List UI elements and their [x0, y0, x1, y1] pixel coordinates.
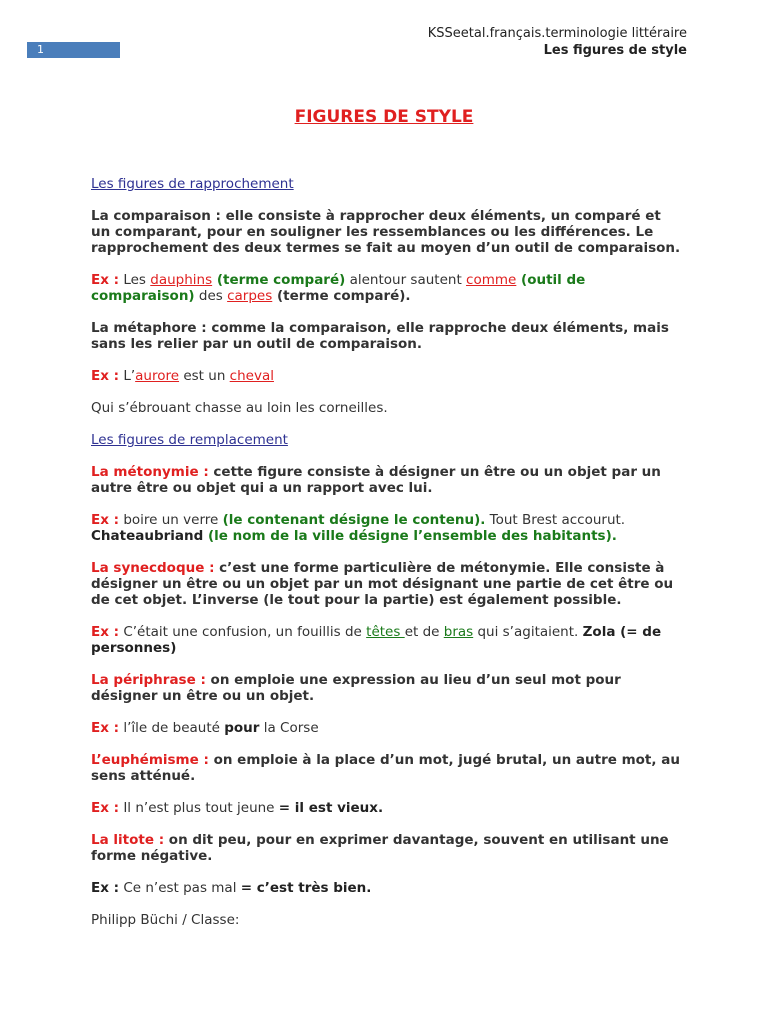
example-text: qui s’agitaient. [473, 624, 583, 640]
section-heading-rapprochement: Les figures de rapprochement [91, 176, 294, 192]
example-text: C’était une confusion, un fouillis de [119, 624, 367, 640]
example-text: est un [179, 368, 230, 384]
example-author: Chateaubriand [91, 528, 204, 544]
highlighted-word: bras [443, 624, 474, 640]
example-note: (terme comparé) [212, 272, 346, 288]
example-text: L’ [119, 368, 136, 384]
term-label: La synecdoque : [91, 560, 215, 576]
page-title: FIGURES DE STYLE [294, 107, 474, 127]
example-comparaison [91, 272, 681, 304]
highlighted-word: aurore [135, 368, 180, 384]
example-keyword: = c’est très bien. [240, 880, 372, 896]
example-note: (terme comparé). [272, 288, 411, 304]
highlighted-word: têtes [366, 624, 405, 640]
highlighted-word: comme [466, 272, 517, 288]
example-text: Tout Brest accourut. [485, 512, 626, 528]
term-definition: on emploie une expression au lieu d’un seul mot pour désigner un être ou un objet. [91, 672, 621, 704]
header-subtitle: Les figures de style [543, 43, 687, 58]
example-synecdoque [91, 624, 681, 656]
term-definition: cette figure consiste à désigner un être ou un objet par un autre être ou objet qui a un rapport avec lui. [91, 464, 661, 496]
example-label: Ex : [91, 512, 120, 528]
term-label: La périphrase : [91, 672, 206, 688]
example-label: Ex : [91, 720, 120, 736]
example-note: (le contenant désigne le contenu). [222, 512, 486, 528]
example-metaphore-line2: Qui s’ébrouant chasse au loin les corneilles. [91, 400, 388, 416]
term-label: La métonymie : [91, 464, 209, 480]
term-definition: on dit peu, pour en exprimer davantage, souvent en utilisant une forme négative. [91, 832, 669, 864]
example-text: des [194, 288, 228, 304]
course-label: KSSeetal.français.terminologie littéraire [427, 26, 687, 41]
example-note: (outil de comparaison) [91, 272, 586, 304]
term-definition: on emploie à la place d’un mot, jugé brutal, un autre mot, au sens atténué. [91, 752, 680, 784]
example-euphemisme [91, 800, 681, 816]
example-keyword: = il est vieux. [278, 800, 384, 816]
page-number-badge: 1 [27, 42, 120, 58]
term-label: L’euphémisme : [91, 752, 209, 768]
synecdoque-definition [91, 560, 681, 608]
example-periphrase [91, 720, 681, 736]
example-keyword: pour [224, 720, 260, 736]
comparaison-definition: La comparaison : elle consiste à rapprocher deux éléments, un comparé et un comparant, pour en souligner les ressemblances ou les différences. Le rapprochement des deux termes se fait au moyen d’un outil de comparaison. [91, 208, 681, 256]
example-label: Ex : [91, 272, 120, 288]
euphemisme-definition [91, 752, 681, 784]
highlighted-word: carpes [227, 288, 273, 304]
example-metaphore [91, 368, 681, 384]
litote-definition [91, 832, 681, 864]
example-metonymie [91, 512, 681, 544]
example-text: alentour sautent [345, 272, 467, 288]
example-label: Ex : [91, 368, 120, 384]
example-label: Ex : [91, 880, 120, 896]
example-litote [91, 880, 681, 896]
term-label: La litote : [91, 832, 165, 848]
highlighted-word: dauphins [150, 272, 213, 288]
section-heading-remplacement: Les figures de remplacement [91, 432, 288, 448]
metonymie-definition [91, 464, 681, 496]
term-definition: c’est une forme particulière de métonymie. Elle consiste à désigner un être ou un objet par un mot désignant une partie de cet être ou de cet objet. L’inverse (le tout pour la partie) est également possible. [91, 560, 674, 608]
metaphore-definition: La métaphore : comme la comparaison, elle rapproche deux éléments, mais sans les relier par un outil de comparaison. [91, 320, 669, 352]
example-note: (le nom de la ville désigne l’ensemble des habitants). [203, 528, 617, 544]
example-author: Zola (= de personnes) [91, 624, 662, 656]
document-body [91, 176, 681, 944]
periphrase-definition [91, 672, 681, 704]
example-text: et de [404, 624, 444, 640]
document-header [428, 25, 687, 59]
example-text: Les [119, 272, 151, 288]
example-text: l’île de beauté [119, 720, 225, 736]
example-label: Ex : [91, 800, 120, 816]
footer-author: Philipp Büchi / Classe: [91, 912, 240, 928]
example-label: Ex : [91, 624, 120, 640]
example-text: Il n’est plus tout jeune [119, 800, 279, 816]
highlighted-word: cheval [229, 368, 274, 384]
example-text: boire un verre [119, 512, 223, 528]
example-text: Ce n’est pas mal [119, 880, 241, 896]
example-text: la Corse [259, 720, 319, 736]
